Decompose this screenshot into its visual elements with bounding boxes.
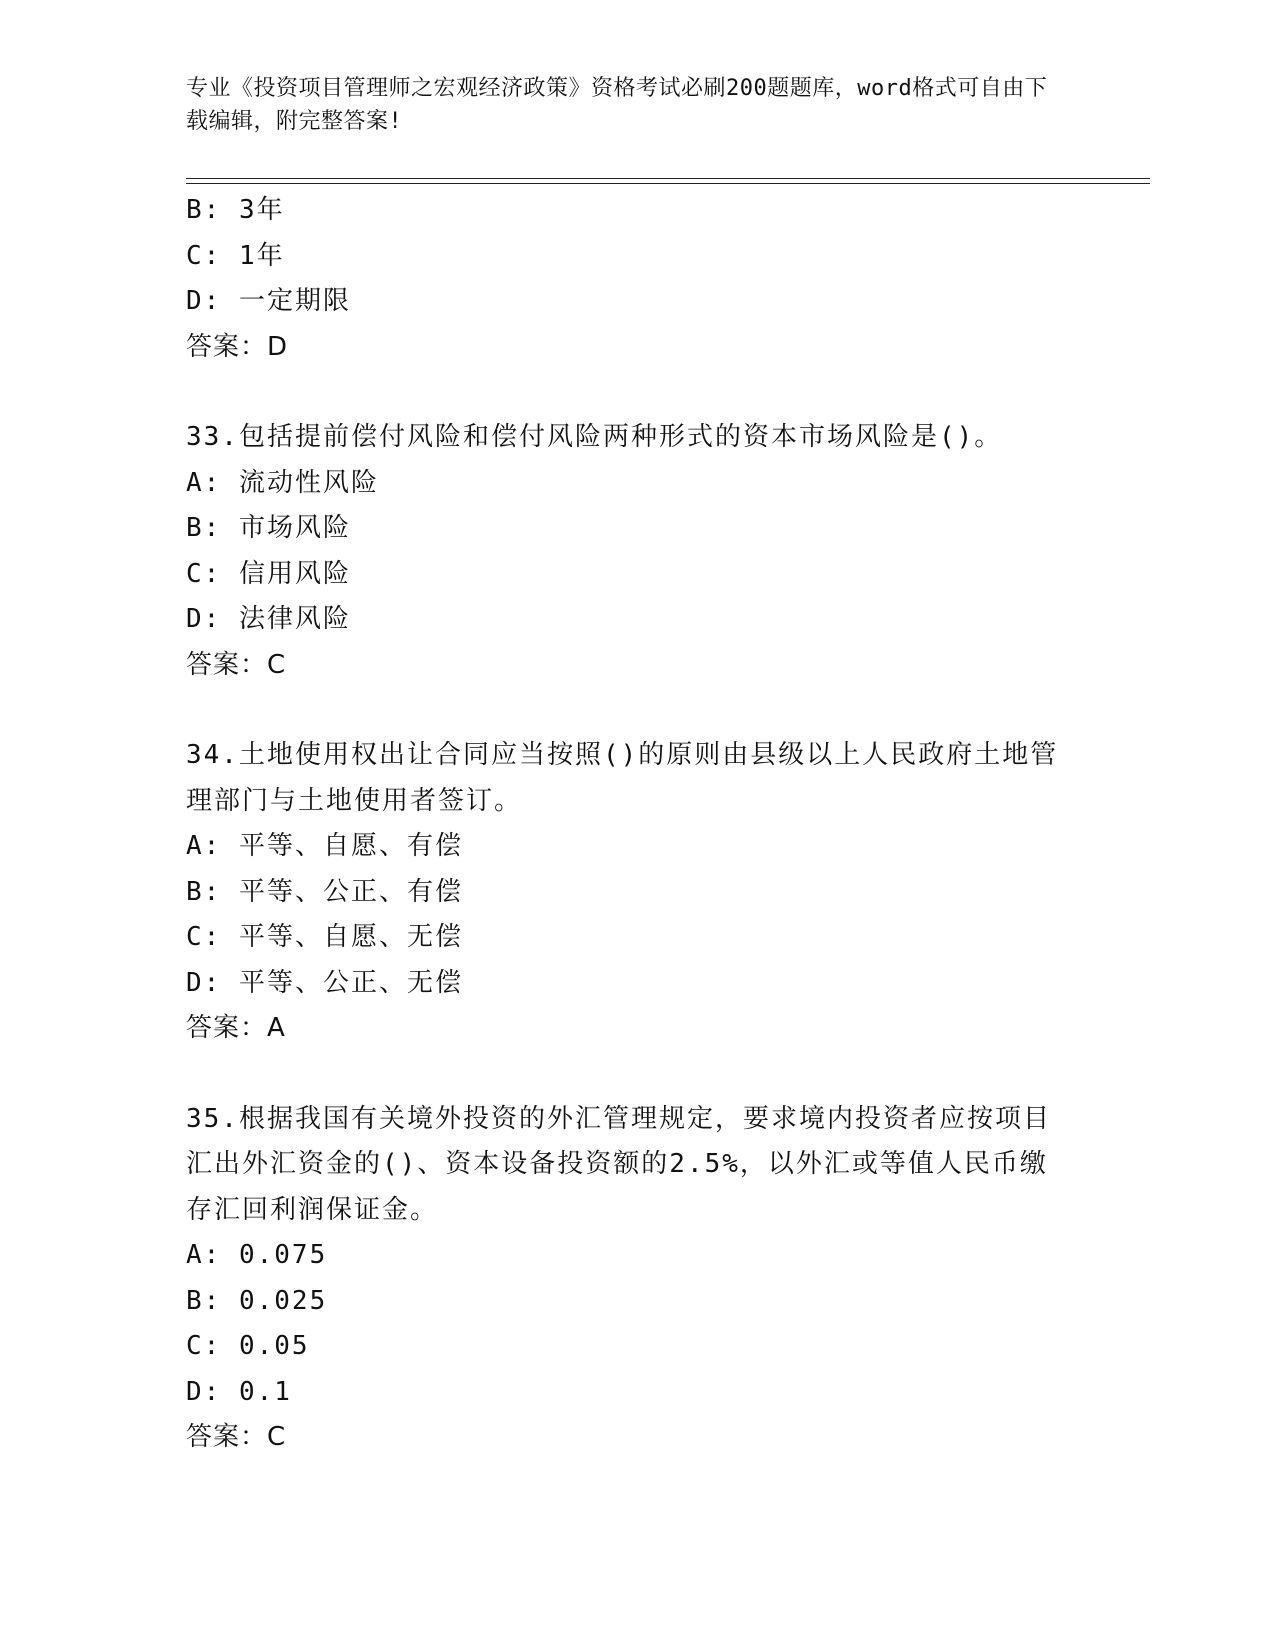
option-d	[186, 279, 1086, 325]
option-b	[186, 870, 1086, 916]
option-text: 平等、自愿、无偿	[238, 922, 463, 952]
option-text: 0.025	[238, 1285, 328, 1316]
question-block-34	[186, 733, 1086, 1052]
option-text: 平等、自愿、有偿	[238, 831, 463, 861]
option-text: 一定期限	[238, 286, 351, 316]
header-rule-bottom	[186, 183, 1150, 184]
option-c	[186, 915, 1086, 961]
option-c	[186, 1324, 1086, 1370]
question-text: 35.根据我国有关境外投资的外汇管理规定，要求境内投资者应按项目汇出外汇资金的()、资本设备投资额的2.5%，以外汇或等值人民币缴存汇回利润保证金。	[186, 1103, 1051, 1225]
spacer	[186, 1052, 1086, 1097]
option-letter: A:	[186, 1240, 222, 1270]
spacer	[186, 370, 1086, 415]
answer-line: 答案：D	[186, 331, 289, 362]
option-d	[186, 1370, 1086, 1416]
document-content	[186, 188, 1086, 1461]
option-text: 流动性风险	[238, 467, 379, 498]
option-b	[186, 188, 1086, 234]
option-text: 0.1	[238, 1376, 292, 1407]
option-text: 1年	[238, 240, 285, 271]
option-letter: B:	[186, 195, 222, 225]
answer-line: 答案：A	[186, 1013, 286, 1043]
option-letter: B:	[186, 1285, 222, 1316]
question-text: 33.包括提前偿付风险和偿付风险两种形式的资本市场风险是()。	[186, 422, 1003, 452]
option-text: 0.05	[238, 1331, 310, 1361]
option-text: 平等、公正、无偿	[238, 967, 463, 998]
option-text: 市场风险	[238, 513, 351, 543]
option-a	[186, 1233, 1086, 1279]
option-c	[186, 234, 1086, 280]
option-a	[186, 461, 1086, 507]
option-letter: B:	[186, 513, 222, 543]
answer-line: 答案：C	[186, 1422, 287, 1452]
option-b	[186, 506, 1086, 552]
question-block-prev	[186, 188, 1086, 370]
option-a	[186, 824, 1086, 870]
option-letter: C:	[186, 240, 222, 271]
option-letter: D:	[186, 967, 222, 998]
option-c	[186, 552, 1086, 598]
option-d	[186, 597, 1086, 643]
option-text: 平等、公正、有偿	[238, 876, 463, 907]
option-letter: C:	[186, 558, 222, 589]
question-text: 34.土地使用权出让合同应当按照()的原则由县级以上人民政府土地管理部门与土地使用者签订。	[186, 740, 1059, 816]
option-letter: C:	[186, 922, 222, 952]
answer-line: 答案：C	[186, 649, 287, 680]
document-header	[186, 72, 1066, 138]
question-block-35	[186, 1097, 1086, 1461]
option-text: 信用风险	[238, 558, 351, 589]
option-letter: A:	[186, 831, 222, 861]
option-text: 法律风险	[238, 604, 351, 634]
option-letter: D:	[186, 604, 222, 634]
option-letter: D:	[186, 286, 222, 316]
option-letter: C:	[186, 1331, 222, 1361]
option-letter: D:	[186, 1376, 222, 1407]
header-rule-top	[186, 178, 1150, 179]
option-text: 0.075	[238, 1240, 328, 1270]
header-text: 专业《投资项目管理师之宏观经济政策》资格考试必刷200题题库，word格式可自由下载编辑，附完整答案!	[186, 76, 1048, 134]
spacer	[186, 688, 1086, 733]
option-letter: B:	[186, 876, 222, 907]
option-d	[186, 961, 1086, 1007]
option-letter: A:	[186, 467, 222, 498]
question-block-33	[186, 415, 1086, 688]
option-text: 3年	[238, 195, 285, 225]
option-b	[186, 1279, 1086, 1325]
